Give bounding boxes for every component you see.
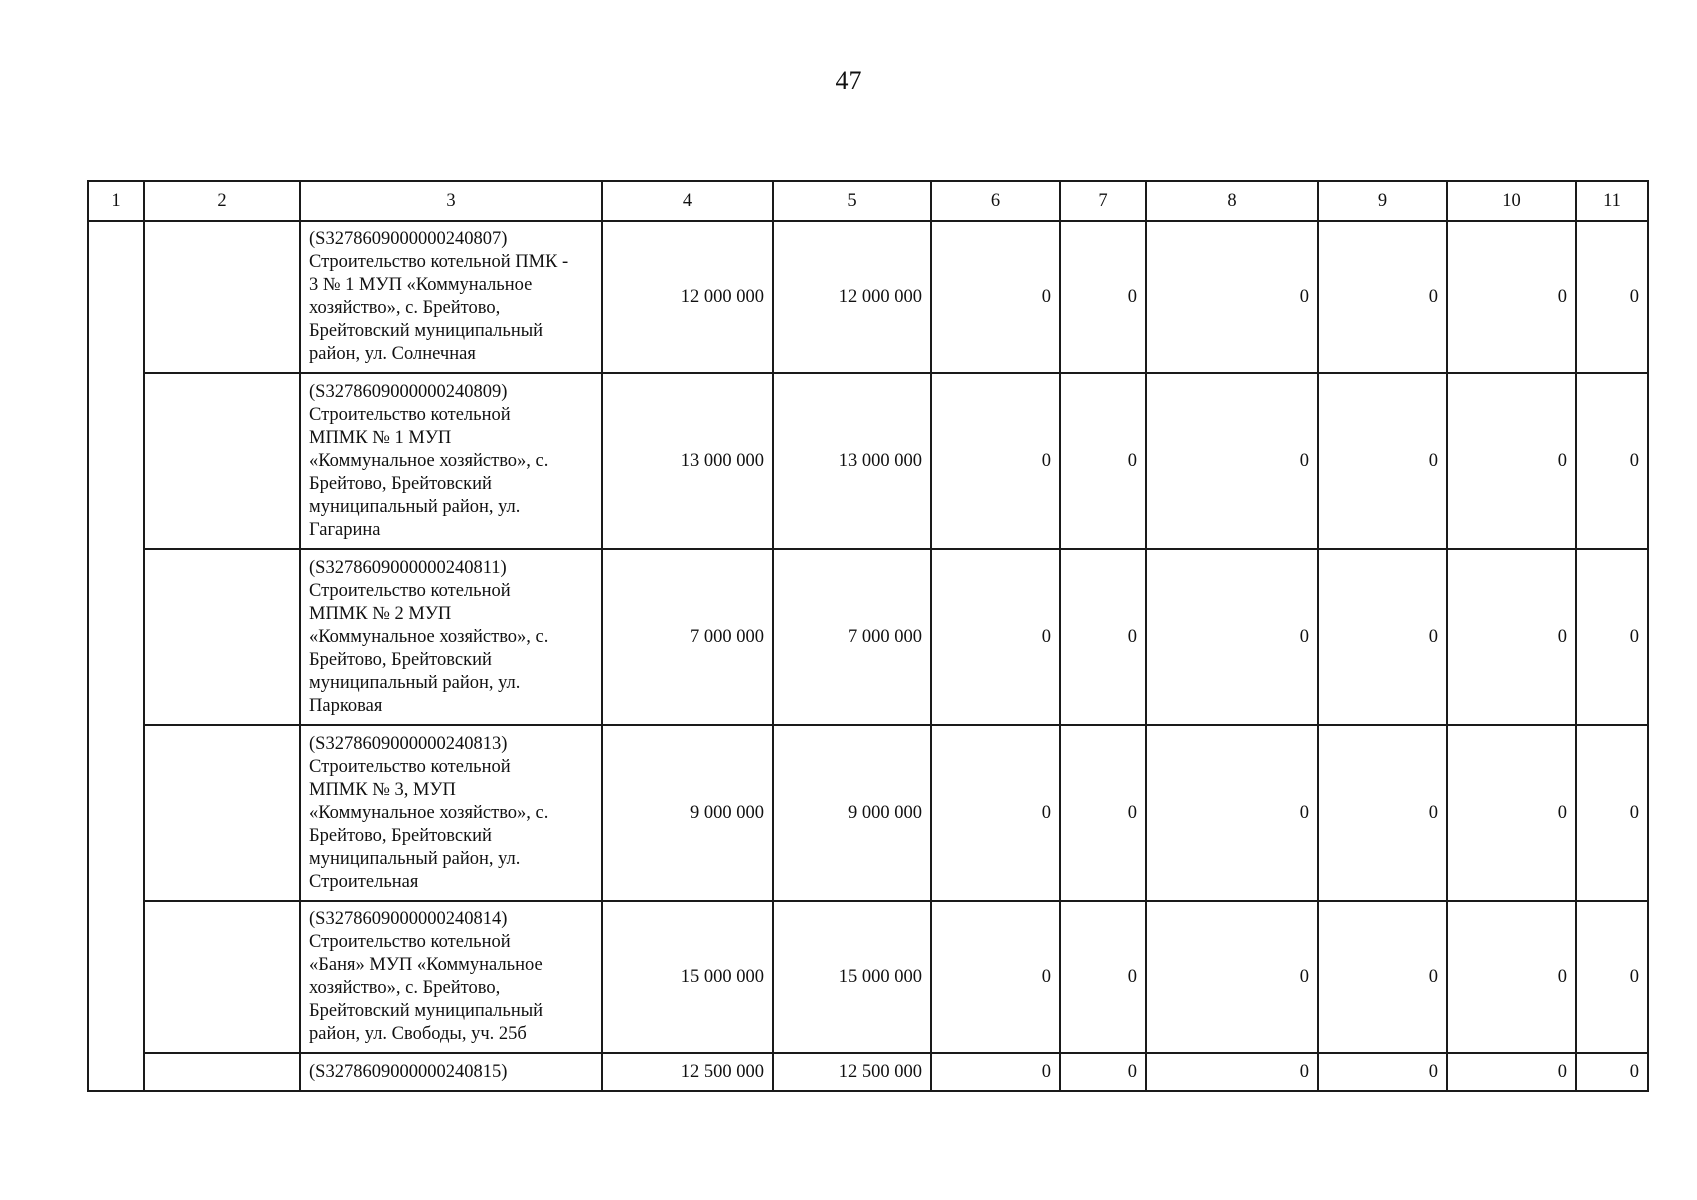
description-line: Брейтово, Брейтовский (309, 473, 492, 494)
value-col11: 0 (1576, 725, 1648, 901)
description-line: Строительная (309, 871, 419, 892)
column-header: 6 (931, 181, 1060, 221)
value-col8: 0 (1146, 1053, 1318, 1091)
value-col5: 12 500 000 (773, 1053, 931, 1091)
cell-col2 (144, 725, 300, 901)
column-header: 11 (1576, 181, 1648, 221)
value-col5: 7 000 000 (773, 549, 931, 725)
table-row (88, 221, 1648, 373)
description-line: Брейтовский муниципальный (309, 321, 544, 341)
value-col9: 0 (1318, 901, 1447, 1053)
description-line: МПМК № 3, МУП (309, 779, 456, 800)
value-col11: 0 (1576, 221, 1648, 373)
value-col7: 0 (1060, 549, 1146, 725)
value-col10: 0 (1447, 901, 1576, 1053)
value-col6: 0 (931, 901, 1060, 1053)
value-col9: 0 (1318, 725, 1447, 901)
description-line: хозяйство», с. Брейтово, (309, 978, 501, 998)
table-row (88, 549, 1648, 725)
column-header: 2 (144, 181, 300, 221)
value-col9: 0 (1318, 1053, 1447, 1091)
object-description (300, 1053, 602, 1091)
value-col7: 0 (1060, 1053, 1146, 1091)
description-line: хозяйство», с. Брейтово, (309, 298, 501, 318)
object-description (300, 725, 602, 901)
column-header: 10 (1447, 181, 1576, 221)
value-col4: 12 500 000 (602, 1053, 773, 1091)
description-line: Брейтовский муниципальный (309, 1001, 544, 1021)
description-line: Парковая (309, 695, 383, 716)
value-col9: 0 (1318, 221, 1447, 373)
cell-col2 (144, 373, 300, 549)
value-col6: 0 (931, 221, 1060, 373)
column-header: 3 (300, 181, 602, 221)
cell-col2 (144, 221, 300, 373)
table-row (88, 1053, 1648, 1091)
description-line: Гагарина (309, 519, 381, 540)
table-row (88, 901, 1648, 1053)
description-line: муниципальный район, ул. (309, 848, 521, 869)
value-col5: 15 000 000 (773, 901, 931, 1053)
description-line: (S3278609000000240809) (309, 381, 508, 402)
value-col7: 0 (1060, 901, 1146, 1053)
value-col10: 0 (1447, 725, 1576, 901)
value-col8: 0 (1146, 373, 1318, 549)
value-col4: 15 000 000 (602, 901, 773, 1053)
object-description (300, 221, 602, 373)
description-line: муниципальный район, ул. (309, 672, 521, 693)
description-line: «Коммунальное хозяйство», с. (309, 450, 549, 471)
value-col11: 0 (1576, 1053, 1648, 1091)
description-line: Строительство котельной (309, 756, 511, 777)
value-col8: 0 (1146, 901, 1318, 1053)
column-header: 1 (88, 181, 144, 221)
value-col7: 0 (1060, 725, 1146, 901)
description-line: МПМК № 2 МУП (309, 603, 452, 624)
description-line: Строительство котельной (309, 404, 511, 425)
column-header: 4 (602, 181, 773, 221)
column-header: 8 (1146, 181, 1318, 221)
description-line: «Баня» МУП «Коммунальное (309, 955, 543, 975)
cell-col2 (144, 1053, 300, 1091)
value-col6: 0 (931, 725, 1060, 901)
table-row (88, 725, 1648, 901)
header-row (88, 181, 1648, 221)
description-line: Строительство котельной ПМК - (309, 252, 569, 272)
value-col7: 0 (1060, 221, 1146, 373)
value-col9: 0 (1318, 373, 1447, 549)
column-header: 9 (1318, 181, 1447, 221)
budget-table (87, 180, 1649, 1092)
description-line: «Коммунальное хозяйство», с. (309, 626, 549, 647)
column-header: 7 (1060, 181, 1146, 221)
description-line: Брейтово, Брейтовский (309, 825, 492, 846)
description-line: Брейтово, Брейтовский (309, 649, 492, 670)
object-description (300, 901, 602, 1053)
value-col8: 0 (1146, 725, 1318, 901)
description-line: 3 № 1 МУП «Коммунальное (309, 275, 533, 295)
value-col10: 0 (1447, 1053, 1576, 1091)
description-line: (S3278609000000240813) (309, 733, 508, 754)
value-col5: 12 000 000 (773, 221, 931, 373)
value-col10: 0 (1447, 549, 1576, 725)
object-description (300, 549, 602, 725)
value-col10: 0 (1447, 221, 1576, 373)
description-line: район, ул. Солнечная (309, 344, 476, 364)
value-col5: 9 000 000 (773, 725, 931, 901)
value-col6: 0 (931, 1053, 1060, 1091)
value-col8: 0 (1146, 549, 1318, 725)
value-col5: 13 000 000 (773, 373, 931, 549)
group-cell (88, 221, 144, 1091)
description-line: район, ул. Свободы, уч. 25б (309, 1024, 527, 1044)
value-col11: 0 (1576, 549, 1648, 725)
column-header: 5 (773, 181, 931, 221)
value-col4: 9 000 000 (602, 725, 773, 901)
cell-col2 (144, 901, 300, 1053)
description-line: «Коммунальное хозяйство», с. (309, 802, 549, 823)
value-col4: 7 000 000 (602, 549, 773, 725)
table-row (88, 373, 1648, 549)
value-col6: 0 (931, 373, 1060, 549)
value-col8: 0 (1146, 221, 1318, 373)
page-number: 47 (835, 66, 862, 95)
value-col4: 12 000 000 (602, 221, 773, 373)
value-col9: 0 (1318, 549, 1447, 725)
description-line: МПМК № 1 МУП (309, 427, 452, 448)
object-description (300, 373, 602, 549)
description-line: (S3278609000000240811) (309, 557, 507, 578)
value-col4: 13 000 000 (602, 373, 773, 549)
value-col11: 0 (1576, 901, 1648, 1053)
value-col10: 0 (1447, 373, 1576, 549)
description-line: Строительство котельной (309, 580, 511, 601)
value-col6: 0 (931, 549, 1060, 725)
cell-col2 (144, 549, 300, 725)
description-line: Строительство котельной (309, 932, 511, 952)
value-col7: 0 (1060, 373, 1146, 549)
value-col11: 0 (1576, 373, 1648, 549)
description-line: (S3278609000000240815) (309, 1061, 508, 1082)
description-line: (S3278609000000240807) (309, 229, 508, 249)
description-line: муниципальный район, ул. (309, 496, 521, 517)
description-line: (S3278609000000240814) (309, 909, 508, 929)
